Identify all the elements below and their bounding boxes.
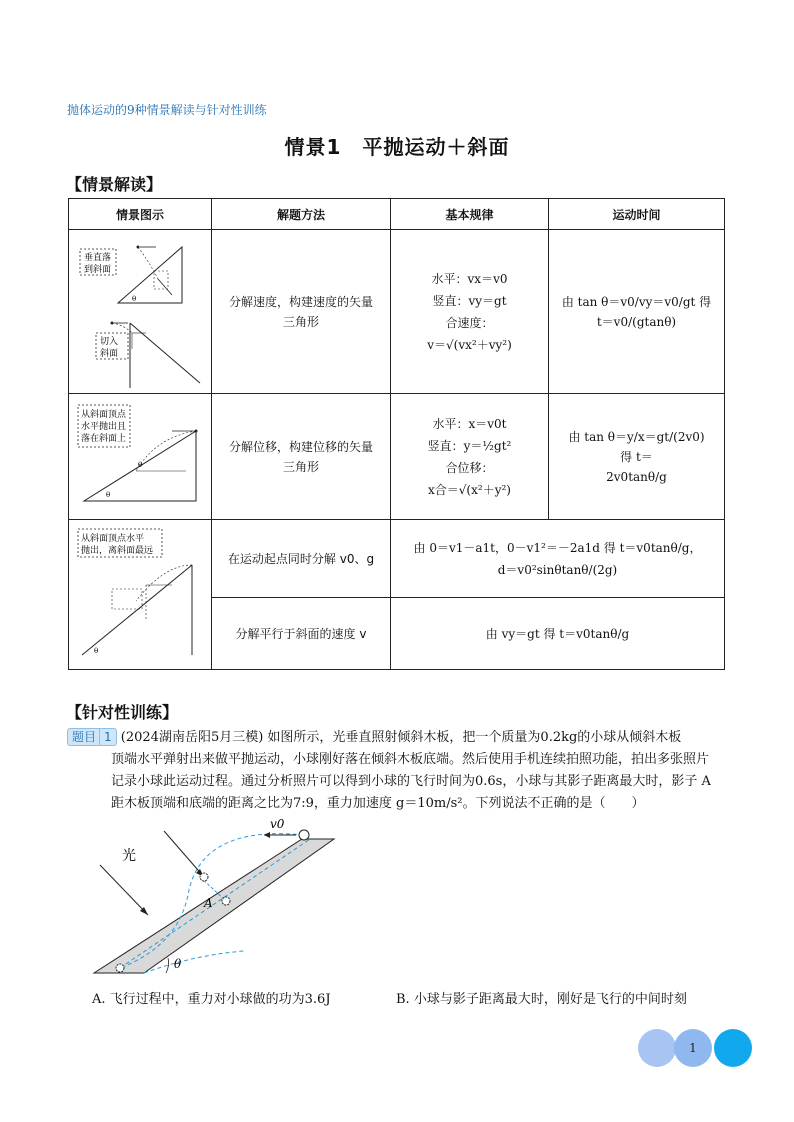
law-line: x合＝√(x²＋y²) [428, 482, 511, 497]
time-line: 由 tan θ＝y/x＝gt/(2v0) [568, 429, 705, 444]
time-line: 由 tan θ＝v0/vy＝v0/gt 得 [561, 294, 712, 309]
header-time: 运动时间 [549, 199, 725, 230]
section-heading-training: 【针对性训练】 [66, 703, 179, 722]
figure-cell [69, 520, 212, 670]
velocity-decomposition-figure [76, 233, 204, 391]
time-line: 得 t＝ [620, 449, 653, 464]
fig-label-line: 从斜面顶点水平 [81, 533, 145, 544]
figure-cell [69, 394, 212, 520]
page-number-badge [637, 1028, 753, 1068]
law-line: 合速度： [445, 315, 494, 330]
time-cell [549, 394, 725, 520]
problem-text-line: (2024湖南岳阳5月三模) 如图所示，光垂直照射倾斜木板，把一个质量为0.2kg的小球从倾斜木板 [120, 730, 682, 745]
table-row [69, 520, 725, 598]
fig-label-line: 水平抛出且 [81, 421, 127, 432]
option-a[interactable]: A. 飞行过程中，重力对小球做的功为3.6J [92, 992, 331, 1007]
fig-label-tangent-1: 切入 [100, 336, 119, 347]
method-cell [212, 598, 391, 670]
method-cell [212, 394, 391, 520]
law-line: 水平：vx＝v0 [431, 271, 508, 286]
law-time-cell [391, 520, 725, 598]
laws-cell [391, 230, 549, 394]
law-line: 水平：x＝v0t [432, 416, 507, 431]
law-line: 合位移： [445, 460, 494, 475]
page-number: 1 [689, 1041, 697, 1055]
figure-cell [69, 230, 212, 394]
method-cell [212, 230, 391, 394]
section-heading-interpretation: 【情景解读】 [66, 175, 163, 194]
fig-label-perpendicular-2: 到斜面 [84, 264, 112, 275]
fig-label-line: 从斜面顶点 [81, 409, 127, 420]
law-line: 竖直：vy＝gt [432, 293, 507, 308]
problem-tag-label: 题目 [72, 730, 97, 744]
problem-text-line: 距木板顶端和底端的距离之比为7:9，重力加速度 g＝10m/s²。下列说法不正确的是（ ） [111, 796, 645, 811]
method-text-line: 分解速度，构建速度的矢量 [228, 294, 373, 309]
table-header-row [69, 199, 725, 230]
svg-text:θ: θ [94, 646, 99, 655]
fig-label-line: 落在斜面上 [81, 433, 127, 444]
law-line: 由 vy＝gt 得 t＝v0tanθ/g [485, 626, 630, 641]
problem-figure [84, 815, 344, 980]
law-line: d＝v0²sinθtanθ/(2g) [497, 562, 618, 577]
problem-1 [67, 727, 727, 815]
time-cell [549, 230, 725, 394]
laws-cell [391, 394, 549, 520]
time-line: t＝v0/(gtanθ) [596, 314, 677, 329]
option-b[interactable]: B. 小球与影子距离最大时，刚好是飞行的中间时刻 [396, 992, 687, 1007]
method-text-line: 分解位移，构建位移的矢量 [228, 439, 373, 454]
displacement-decomposition-figure [76, 401, 204, 513]
light-label: 光 [122, 848, 136, 864]
header-method: 解题方法 [212, 199, 391, 230]
scenario-table [68, 198, 725, 670]
fig-label-line: 抛出，离斜面最远 [81, 545, 154, 556]
table-row [69, 230, 725, 394]
svg-text:θ: θ [138, 460, 143, 469]
a-label: A [204, 896, 213, 910]
svg-text:θ: θ [106, 490, 111, 499]
law-line: v＝√(vx²＋vy²) [427, 337, 512, 352]
theta-label: θ [174, 957, 182, 971]
method-text-line: 三角形 [282, 314, 319, 329]
law-line: 由 0＝v1－a1t，0－v1²＝－2a1d 得 t＝v0tanθ/g， [413, 540, 702, 555]
v0-label: v0 [270, 817, 285, 831]
table-row [69, 394, 725, 520]
header-laws: 基本规律 [391, 199, 549, 230]
page-title: 情景1 平抛运动＋斜面 [284, 135, 510, 159]
method-text-line: 三角形 [282, 459, 319, 474]
method-text: 分解平行于斜面的速度 v [235, 626, 367, 641]
problem-line-1 [67, 727, 727, 749]
method-text: 在运动起点同时分解 v0、g [227, 551, 375, 566]
header-figure: 情景图示 [69, 199, 212, 230]
problem-text-line: 记录小球此运动过程。通过分析照片可以得到小球的飞行时间为0.6s，小球与其影子距离最大时，影子 A [111, 774, 711, 789]
law-time-cell [391, 598, 725, 670]
max-distance-figure [76, 525, 204, 665]
problem-tag [67, 728, 117, 746]
method-cell [212, 520, 391, 598]
law-line: 竖直：y＝½gt² [427, 438, 512, 453]
problem-text-line: 顶端水平弹射出来做平抛运动，小球刚好落在倾斜木板底端。然后使用手机连续拍照功能，拍出多张照片 [111, 752, 710, 767]
fig-label-perpendicular-1: 垂直落 [84, 252, 112, 263]
time-line: 2v0tanθ/g [606, 469, 667, 484]
header-link[interactable]: 抛体运动的9种情景解读与针对性训练 [67, 103, 267, 117]
fig-label-tangent-2: 斜面 [100, 348, 119, 359]
problem-number: 1 [99, 729, 112, 745]
svg-text:θ: θ [132, 294, 137, 303]
